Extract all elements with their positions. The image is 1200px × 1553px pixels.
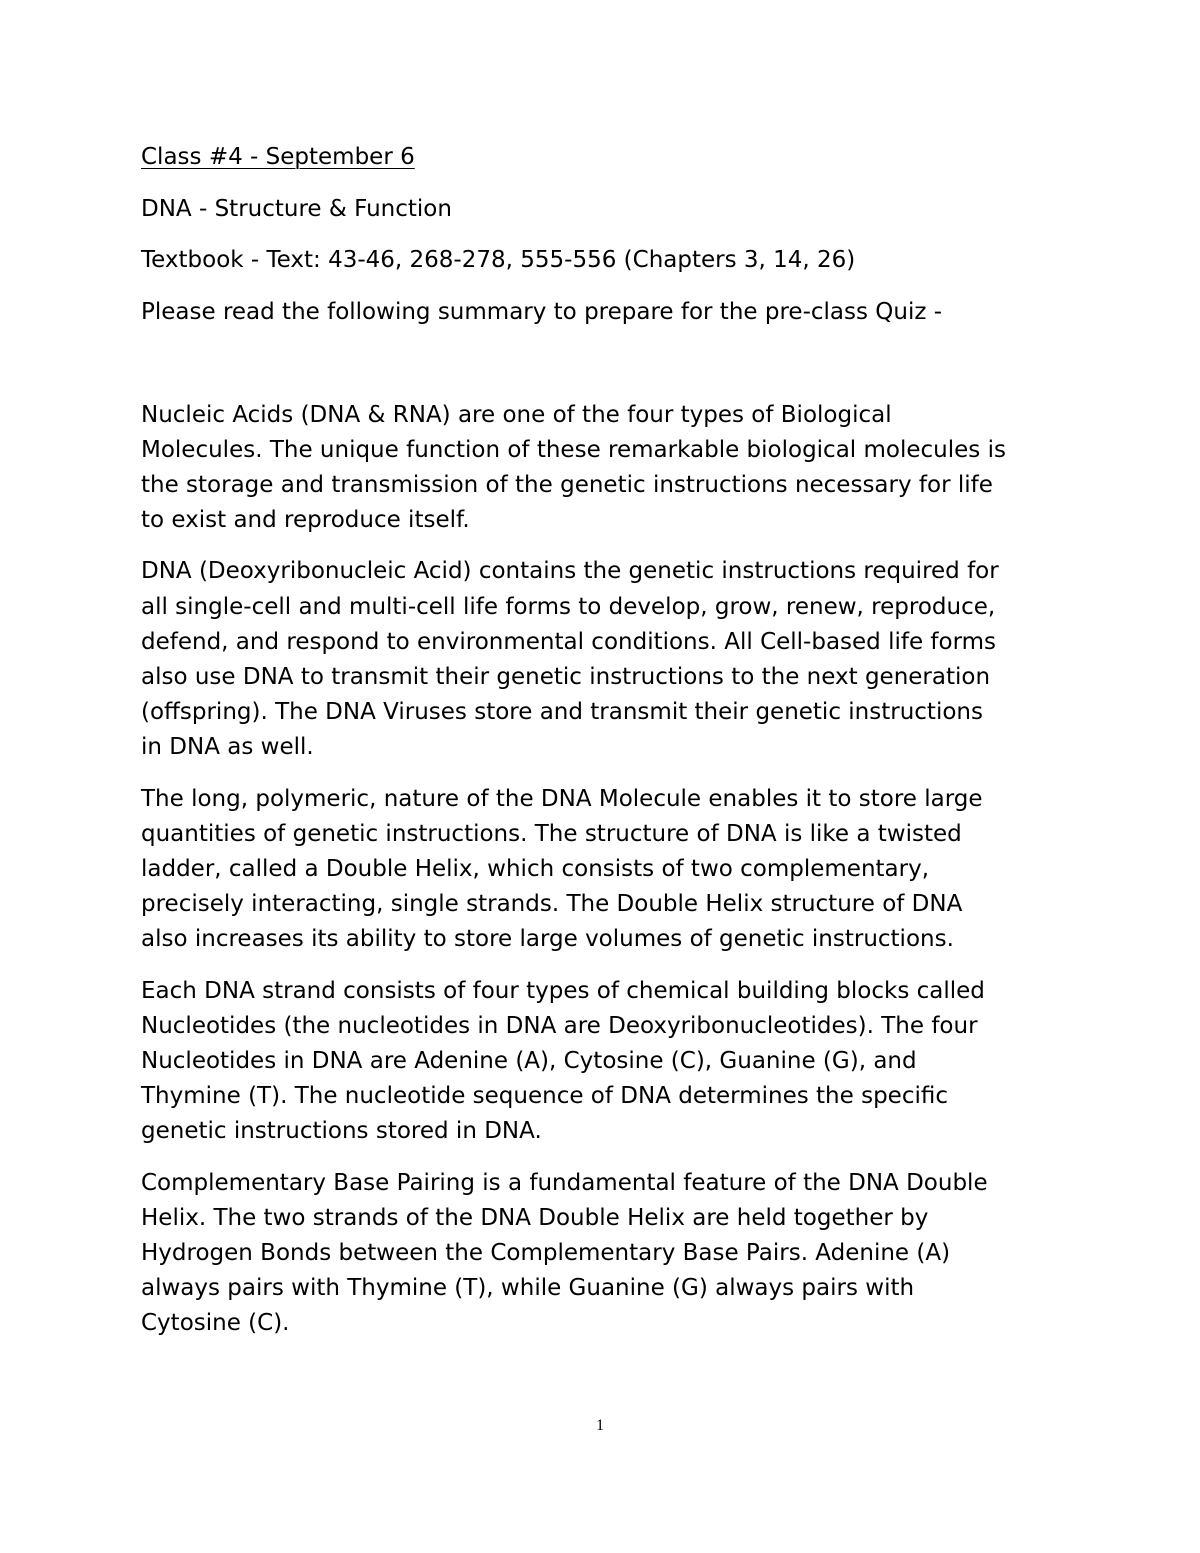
paragraph-line: The long, polymeric, nature of the DNA Molecule enables it to store large (141, 785, 983, 812)
paragraph-line: defend, and respond to environmental conditions. All Cell-based life forms (141, 628, 997, 655)
page-number: 1 (596, 1417, 604, 1434)
summary-body (141, 398, 1071, 1342)
paragraph-line: genetic instructions stored in DNA. (141, 1118, 542, 1145)
paragraph-line: precisely interacting, single strands. The Double Helix structure of DNA (141, 891, 963, 918)
body-paragraph (141, 974, 1071, 1150)
paragraph-line: also increases its ability to store large volumes of genetic instructions. (141, 926, 954, 953)
body-paragraph (141, 398, 1071, 539)
paragraph-line: (offspring). The DNA Viruses store and transmit their genetic instructions (141, 699, 983, 726)
paragraph-line: Nucleotides in DNA are Adenine (A), Cytosine (C), Guanine (G), and (141, 1047, 917, 1074)
paragraph-line: the storage and transmission of the genetic instructions necessary for life (141, 471, 993, 498)
paragraph-line: in DNA as well. (141, 734, 314, 761)
paragraph-line: Nucleic Acids (DNA & RNA) are one of the four types of Biological (141, 401, 892, 428)
body-paragraph (141, 1166, 1071, 1342)
page-content (141, 140, 1071, 1358)
paragraph-line: also use DNA to transmit their genetic instructions to the next generation (141, 663, 991, 690)
paragraph-line: to exist and reproduce itself. (141, 507, 470, 534)
class-title: Class #4 - September 6 (141, 144, 415, 170)
reading-instruction: Please read the following summary to prepare for the pre-class Quiz - (141, 298, 943, 325)
paragraph-line: Molecules. The unique function of these remarkable biological molecules is (141, 436, 1006, 463)
paragraph-line: DNA (Deoxyribonucleic Acid) contains the genetic instructions required for (141, 558, 999, 585)
paragraph-line: Thymine (T). The nucleotide sequence of DNA determines the specific (141, 1083, 948, 1110)
body-paragraph (141, 782, 1071, 958)
paragraph-line: Each DNA strand consists of four types of chemical building blocks called (141, 977, 985, 1004)
paragraph-line: Hydrogen Bonds between the Complementary Base Pairs. Adenine (A) (141, 1239, 951, 1266)
textbook-reference: Textbook - Text: 43-46, 268-278, 555-556 (Chapters 3, 14, 26) (141, 247, 856, 273)
spacer (141, 330, 1071, 365)
paragraph-line: always pairs with Thymine (T), while Guanine (G) always pairs with (141, 1275, 915, 1302)
paragraph-line: Nucleotides (the nucleotides in DNA are Deoxyribonucleotides). The four (141, 1012, 978, 1039)
paragraph-line: ladder, called a Double Helix, which consists of two complementary, (141, 855, 930, 882)
topic-heading: DNA - Structure & Function (141, 195, 452, 222)
paragraph-line: quantities of genetic instructions. The structure of DNA is like a twisted (141, 820, 962, 847)
paragraph-line: Helix. The two strands of the DNA Double Helix are held together by (141, 1204, 929, 1231)
paragraph-line: all single-cell and multi-cell life forms to develop, grow, renew, reproduce, (141, 593, 996, 620)
paragraph-line: Cytosine (C). (141, 1310, 290, 1337)
paragraph-line: Complementary Base Pairing is a fundamental feature of the DNA Double (141, 1169, 988, 1196)
body-paragraph (141, 554, 1071, 765)
